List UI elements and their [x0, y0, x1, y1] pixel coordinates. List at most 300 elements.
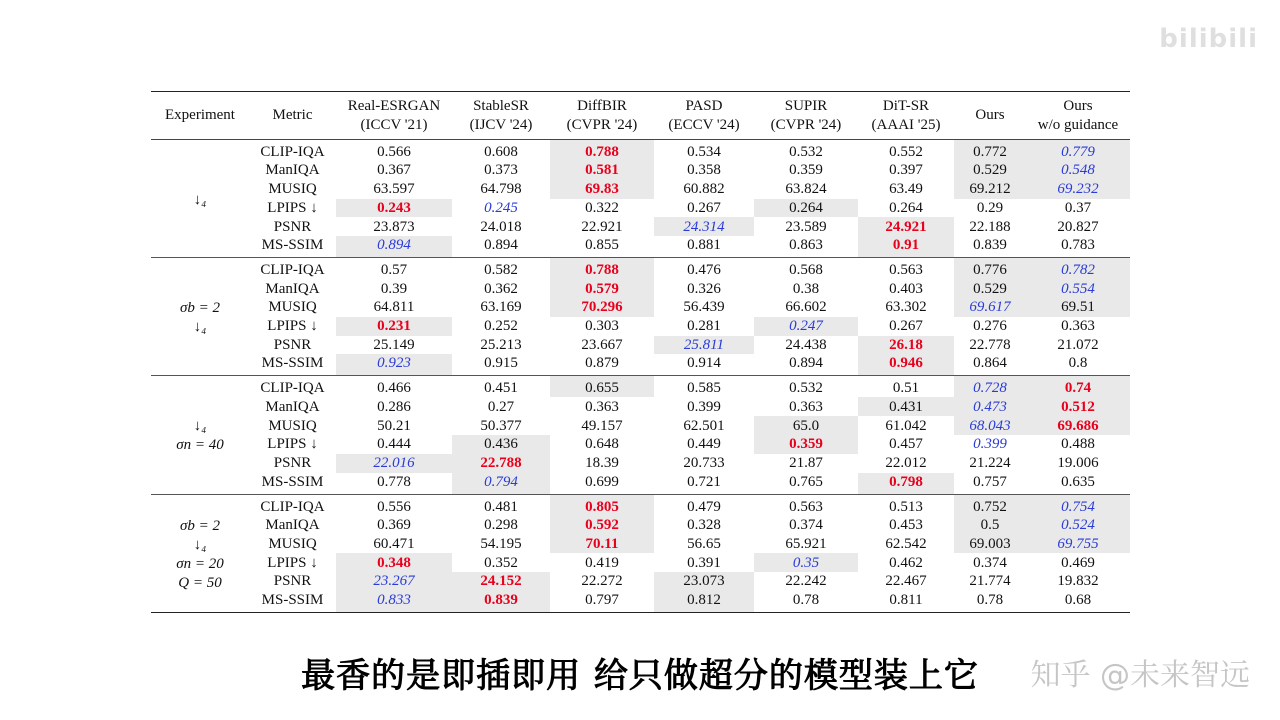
value-text: 25.811 — [683, 336, 725, 353]
value-cell — [1026, 591, 1130, 613]
column-venue: (AAAI '25) — [871, 116, 941, 133]
value-cell — [1026, 199, 1130, 218]
value-cell — [954, 161, 1026, 180]
value-cell — [336, 180, 452, 199]
value-cell — [654, 161, 754, 180]
value-cell — [452, 435, 550, 454]
value-text: 0.363 — [1061, 318, 1095, 335]
value-cell — [1026, 336, 1130, 355]
value-cell — [1026, 161, 1130, 180]
value-cell — [336, 258, 452, 280]
table-row — [151, 534, 1130, 553]
value-cell — [1026, 236, 1130, 258]
value-cell — [1026, 376, 1130, 398]
value-text: 0.864 — [973, 355, 1007, 372]
column-venue: (IJCV '24) — [469, 116, 533, 133]
value-text: 0.946 — [889, 355, 923, 372]
value-cell — [336, 376, 452, 398]
value-cell — [754, 236, 858, 258]
value-text: 0.524 — [1061, 516, 1095, 533]
table-row — [151, 258, 1130, 280]
value-cell — [954, 435, 1026, 454]
value-cell — [858, 397, 954, 416]
metric-name: CLIP-IQA — [260, 380, 325, 397]
value-text: 0.566 — [377, 144, 411, 160]
value-cell — [654, 494, 754, 516]
value-text: 0.91 — [892, 237, 920, 254]
value-text: 23.589 — [785, 218, 827, 235]
value-cell — [858, 317, 954, 336]
metric-name: ManIQA — [265, 398, 320, 415]
value-cell — [654, 376, 754, 398]
value-text: 22.242 — [785, 573, 827, 590]
value-text: 0.512 — [1061, 398, 1095, 415]
value-text: 0.914 — [687, 355, 721, 372]
value-text: 70.11 — [585, 535, 619, 552]
value-text: 20.733 — [683, 455, 725, 472]
value-text: 0.534 — [687, 144, 721, 160]
value-cell — [550, 454, 654, 473]
column-venue: w/o guidance — [1037, 116, 1119, 133]
value-cell — [754, 572, 858, 591]
value-cell — [452, 591, 550, 613]
value-text: 0.358 — [687, 162, 721, 179]
value-text: 50.21 — [377, 417, 411, 434]
value-text: 0.247 — [789, 318, 823, 335]
value-cell — [858, 180, 954, 199]
value-cell — [858, 279, 954, 298]
value-cell — [550, 354, 654, 376]
value-text: 0.359 — [789, 436, 823, 453]
table-row — [151, 279, 1130, 298]
value-text: 0.855 — [585, 237, 619, 254]
value-cell — [858, 258, 954, 280]
value-cell — [1026, 572, 1130, 591]
value-text: 0.788 — [585, 144, 619, 160]
value-text: 0.362 — [484, 280, 518, 297]
value-text: 20.827 — [1057, 218, 1099, 235]
column-header — [452, 92, 550, 140]
value-text: 0.529 — [973, 162, 1007, 179]
table-row — [151, 572, 1130, 591]
value-text: 0.757 — [973, 473, 1007, 490]
value-text: 0.473 — [973, 398, 1007, 415]
value-text: 0.252 — [484, 318, 518, 335]
value-text: 56.439 — [683, 299, 725, 316]
value-cell — [550, 217, 654, 236]
value-cell — [654, 298, 754, 317]
experiment-group — [151, 494, 1130, 612]
value-cell — [336, 416, 452, 435]
experiment-cell — [151, 494, 249, 612]
value-text: 0.328 — [687, 516, 721, 533]
value-text: 23.267 — [373, 573, 415, 590]
value-text: 0.592 — [585, 516, 619, 533]
table-row — [151, 236, 1130, 258]
value-text: 0.264 — [889, 199, 923, 216]
value-text: 0.29 — [976, 199, 1004, 216]
value-cell — [954, 354, 1026, 376]
value-cell — [754, 591, 858, 613]
value-cell — [954, 298, 1026, 317]
value-cell — [550, 416, 654, 435]
value-cell — [654, 140, 754, 162]
value-cell — [754, 473, 858, 495]
value-text: 0.788 — [585, 262, 619, 279]
value-cell — [858, 199, 954, 218]
value-text: 22.778 — [969, 336, 1011, 353]
value-cell — [336, 534, 452, 553]
value-text: 0.754 — [1061, 498, 1095, 515]
value-text: 63.169 — [480, 299, 522, 316]
table-row — [151, 354, 1130, 376]
value-cell — [754, 534, 858, 553]
metric-name: CLIP-IQA — [260, 498, 325, 515]
value-text: 56.65 — [687, 535, 721, 552]
value-text: 0.839 — [973, 237, 1007, 254]
value-cell — [858, 553, 954, 572]
value-cell — [550, 591, 654, 613]
value-cell — [954, 217, 1026, 236]
value-text: 0.397 — [889, 162, 923, 179]
value-text: 0.367 — [377, 162, 411, 179]
value-cell — [858, 298, 954, 317]
value-cell — [550, 180, 654, 199]
value-cell — [550, 494, 654, 516]
value-cell — [858, 516, 954, 535]
value-cell — [654, 258, 754, 280]
value-text: 25.149 — [373, 336, 415, 353]
value-text: 0.548 — [1061, 162, 1095, 179]
value-cell — [452, 199, 550, 218]
value-text: 0.513 — [889, 498, 923, 515]
value-text: 0.286 — [377, 398, 411, 415]
value-cell — [1026, 516, 1130, 535]
value-cell — [452, 553, 550, 572]
column-name: Metric — [272, 107, 313, 123]
column-name: DiffBIR — [577, 97, 627, 114]
column-venue: (ICCV '21) — [360, 116, 428, 133]
experiment-label: σn = 20 — [176, 555, 224, 572]
column-header — [1026, 92, 1130, 140]
column-header — [336, 92, 452, 140]
value-cell — [1026, 416, 1130, 435]
value-cell — [336, 236, 452, 258]
value-cell — [654, 217, 754, 236]
value-cell — [954, 534, 1026, 553]
value-cell — [858, 354, 954, 376]
value-cell — [954, 591, 1026, 613]
value-cell — [550, 435, 654, 454]
value-text: 22.788 — [480, 455, 522, 472]
value-cell — [858, 454, 954, 473]
value-cell — [754, 140, 858, 162]
experiment-label: σn = 40 — [176, 437, 224, 454]
value-text: 0.585 — [687, 380, 721, 397]
value-cell — [954, 336, 1026, 355]
value-text: 49.157 — [581, 417, 623, 434]
column-name: Real-ESRGAN — [347, 97, 441, 114]
value-text: 60.471 — [373, 535, 415, 552]
value-text: 0.78 — [976, 591, 1004, 608]
experiment-label: σb = 2 — [179, 517, 221, 534]
value-cell — [754, 516, 858, 535]
value-text: 23.073 — [683, 573, 725, 590]
value-cell — [550, 516, 654, 535]
value-cell — [550, 279, 654, 298]
value-cell — [452, 454, 550, 473]
column-name: Experiment — [165, 107, 235, 123]
value-text: 0.469 — [1061, 554, 1095, 571]
value-cell — [452, 298, 550, 317]
value-cell — [550, 534, 654, 553]
value-text: 69.51 — [1061, 299, 1095, 316]
value-text: 0.923 — [377, 355, 411, 372]
value-cell — [452, 534, 550, 553]
table-row — [151, 516, 1130, 535]
value-cell — [654, 572, 754, 591]
value-text: 0.419 — [585, 554, 619, 571]
value-cell — [1026, 298, 1130, 317]
value-text: 21.072 — [1057, 336, 1099, 353]
value-text: 0.772 — [973, 144, 1007, 160]
value-text: 0.568 — [789, 262, 823, 279]
value-text: 21.774 — [969, 573, 1011, 590]
value-cell — [954, 376, 1026, 398]
value-cell — [452, 473, 550, 495]
value-text: 0.839 — [484, 591, 518, 608]
column-header — [550, 92, 654, 140]
table-row — [151, 161, 1130, 180]
value-cell — [1026, 435, 1130, 454]
value-text: 0.797 — [585, 591, 619, 608]
value-text: 0.532 — [789, 144, 823, 160]
value-cell — [954, 473, 1026, 495]
value-text: 0.776 — [973, 262, 1007, 279]
value-text: 0.27 — [487, 398, 515, 415]
value-text: 69.617 — [969, 299, 1011, 316]
value-cell — [452, 236, 550, 258]
value-cell — [336, 217, 452, 236]
value-cell — [954, 199, 1026, 218]
value-cell — [858, 236, 954, 258]
value-text: 69.003 — [969, 535, 1011, 552]
value-text: 0.833 — [377, 591, 411, 608]
metric-name: MUSIQ — [268, 181, 317, 198]
metric-name: ManIQA — [265, 516, 320, 533]
value-cell — [1026, 279, 1130, 298]
column-header — [249, 92, 336, 140]
value-text: 0.563 — [789, 498, 823, 515]
value-text: 0.563 — [889, 262, 923, 279]
value-text: 68.043 — [969, 417, 1011, 434]
value-cell — [654, 454, 754, 473]
value-text: 0.267 — [889, 318, 923, 335]
value-text: 69.686 — [1057, 417, 1099, 434]
value-text: 19.006 — [1057, 455, 1099, 472]
value-text: 0.794 — [484, 473, 518, 490]
value-cell — [754, 217, 858, 236]
value-cell — [858, 534, 954, 553]
column-name: StableSR — [473, 97, 529, 114]
value-text: 0.363 — [585, 398, 619, 415]
value-text: 0.811 — [889, 591, 923, 608]
value-cell — [654, 416, 754, 435]
value-cell — [336, 317, 452, 336]
value-text: 0.38 — [792, 280, 820, 297]
value-cell — [550, 553, 654, 572]
value-cell — [1026, 217, 1130, 236]
value-text: 0.582 — [484, 262, 518, 279]
value-text: 0.399 — [973, 436, 1007, 453]
value-text: 0.556 — [377, 498, 411, 515]
value-cell — [954, 140, 1026, 162]
column-name: Ours — [1063, 97, 1093, 114]
value-cell — [858, 161, 954, 180]
experiment-label: ↓₄ — [193, 418, 207, 435]
value-text: 24.921 — [885, 218, 927, 235]
value-cell — [858, 376, 954, 398]
value-cell — [452, 397, 550, 416]
value-text: 0.35 — [792, 554, 820, 571]
value-cell — [858, 494, 954, 516]
value-text: 19.832 — [1057, 573, 1099, 590]
table-row — [151, 494, 1130, 516]
table-row — [151, 317, 1130, 336]
value-cell — [452, 161, 550, 180]
value-text: 62.501 — [683, 417, 725, 434]
table-row — [151, 553, 1130, 572]
value-cell — [858, 591, 954, 613]
column-header — [954, 92, 1026, 140]
value-cell — [550, 376, 654, 398]
value-cell — [954, 317, 1026, 336]
value-cell — [754, 435, 858, 454]
value-text: 0.444 — [377, 436, 411, 453]
table-header — [151, 92, 1130, 140]
table-row — [151, 416, 1130, 435]
value-cell — [654, 553, 754, 572]
value-text: 25.213 — [480, 336, 522, 353]
value-text: 0.655 — [585, 380, 619, 397]
metric-name: MS-SSIM — [261, 473, 324, 490]
value-cell — [336, 494, 452, 516]
value-text: 0.783 — [1061, 237, 1095, 254]
table-row — [151, 473, 1130, 495]
metric-name: LPIPS ↓ — [267, 436, 318, 453]
value-cell — [954, 454, 1026, 473]
value-text: 0.322 — [585, 199, 619, 216]
value-text: 0.39 — [380, 280, 408, 297]
value-text: 0.403 — [889, 280, 923, 297]
value-cell — [452, 279, 550, 298]
value-cell — [550, 473, 654, 495]
value-cell — [954, 553, 1026, 572]
value-text: 0.476 — [687, 262, 721, 279]
table-row — [151, 591, 1130, 613]
value-text: 61.042 — [885, 417, 927, 434]
value-text: 0.529 — [973, 280, 1007, 297]
value-text: 0.894 — [484, 237, 518, 254]
value-cell — [336, 354, 452, 376]
value-text: 23.873 — [373, 218, 415, 235]
value-text: 69.212 — [969, 181, 1011, 198]
value-cell — [754, 298, 858, 317]
column-venue: (CVPR '24) — [770, 116, 842, 133]
value-cell — [858, 435, 954, 454]
value-text: 24.018 — [480, 218, 522, 235]
value-cell — [336, 161, 452, 180]
value-text: 26.18 — [889, 336, 923, 353]
table-row — [151, 298, 1130, 317]
value-text: 0.552 — [889, 144, 923, 160]
value-cell — [1026, 354, 1130, 376]
value-text: 65.0 — [792, 417, 820, 434]
value-text: 0.699 — [585, 473, 619, 490]
value-cell — [654, 397, 754, 416]
value-cell — [550, 317, 654, 336]
value-text: 54.195 — [480, 535, 522, 552]
value-cell — [654, 317, 754, 336]
value-cell — [954, 494, 1026, 516]
value-cell — [336, 336, 452, 355]
value-cell — [954, 416, 1026, 435]
metric-name: LPIPS ↓ — [267, 199, 318, 216]
value-cell — [452, 516, 550, 535]
value-text: 0.894 — [789, 355, 823, 372]
value-text: 69.83 — [585, 181, 619, 198]
watermark: 知乎 @未来智远 — [1030, 658, 1250, 693]
experiment-label: ↓₄ — [193, 536, 207, 553]
metric-name: CLIP-IQA — [260, 262, 325, 279]
experiment-cell — [151, 376, 249, 494]
metric-name: MUSIQ — [268, 535, 317, 552]
column-name: DiT-SR — [882, 97, 930, 114]
table-row — [151, 199, 1130, 218]
metric-name: MS-SSIM — [261, 355, 324, 372]
value-text: 0.276 — [973, 318, 1007, 335]
value-text: 0.74 — [1064, 380, 1092, 397]
metric-name: PSNR — [273, 218, 312, 235]
value-cell — [452, 336, 550, 355]
value-text: 0.488 — [1061, 436, 1095, 453]
value-cell — [336, 298, 452, 317]
value-text: 22.012 — [885, 455, 927, 472]
metric-name: PSNR — [273, 573, 312, 590]
value-text: 0.51 — [892, 380, 920, 397]
value-text: 0.752 — [973, 498, 1007, 515]
value-cell — [550, 161, 654, 180]
value-cell — [654, 236, 754, 258]
value-cell — [754, 376, 858, 398]
column-header — [654, 92, 754, 140]
value-cell — [954, 516, 1026, 535]
value-text: 0.359 — [789, 162, 823, 179]
value-text: 0.374 — [789, 516, 823, 533]
value-cell — [336, 516, 452, 535]
value-cell — [452, 416, 550, 435]
value-text: 0.399 — [687, 398, 721, 415]
table-row — [151, 435, 1130, 454]
value-text: 69.232 — [1057, 181, 1099, 198]
value-cell — [654, 435, 754, 454]
value-cell — [654, 199, 754, 218]
value-text: 0.479 — [687, 498, 721, 515]
value-text: 22.016 — [373, 455, 415, 472]
value-text: 63.302 — [885, 299, 927, 316]
subtitle-caption: 最香的是即插即用 给只做超分的模型装上它 — [301, 656, 979, 696]
value-cell — [1026, 180, 1130, 199]
